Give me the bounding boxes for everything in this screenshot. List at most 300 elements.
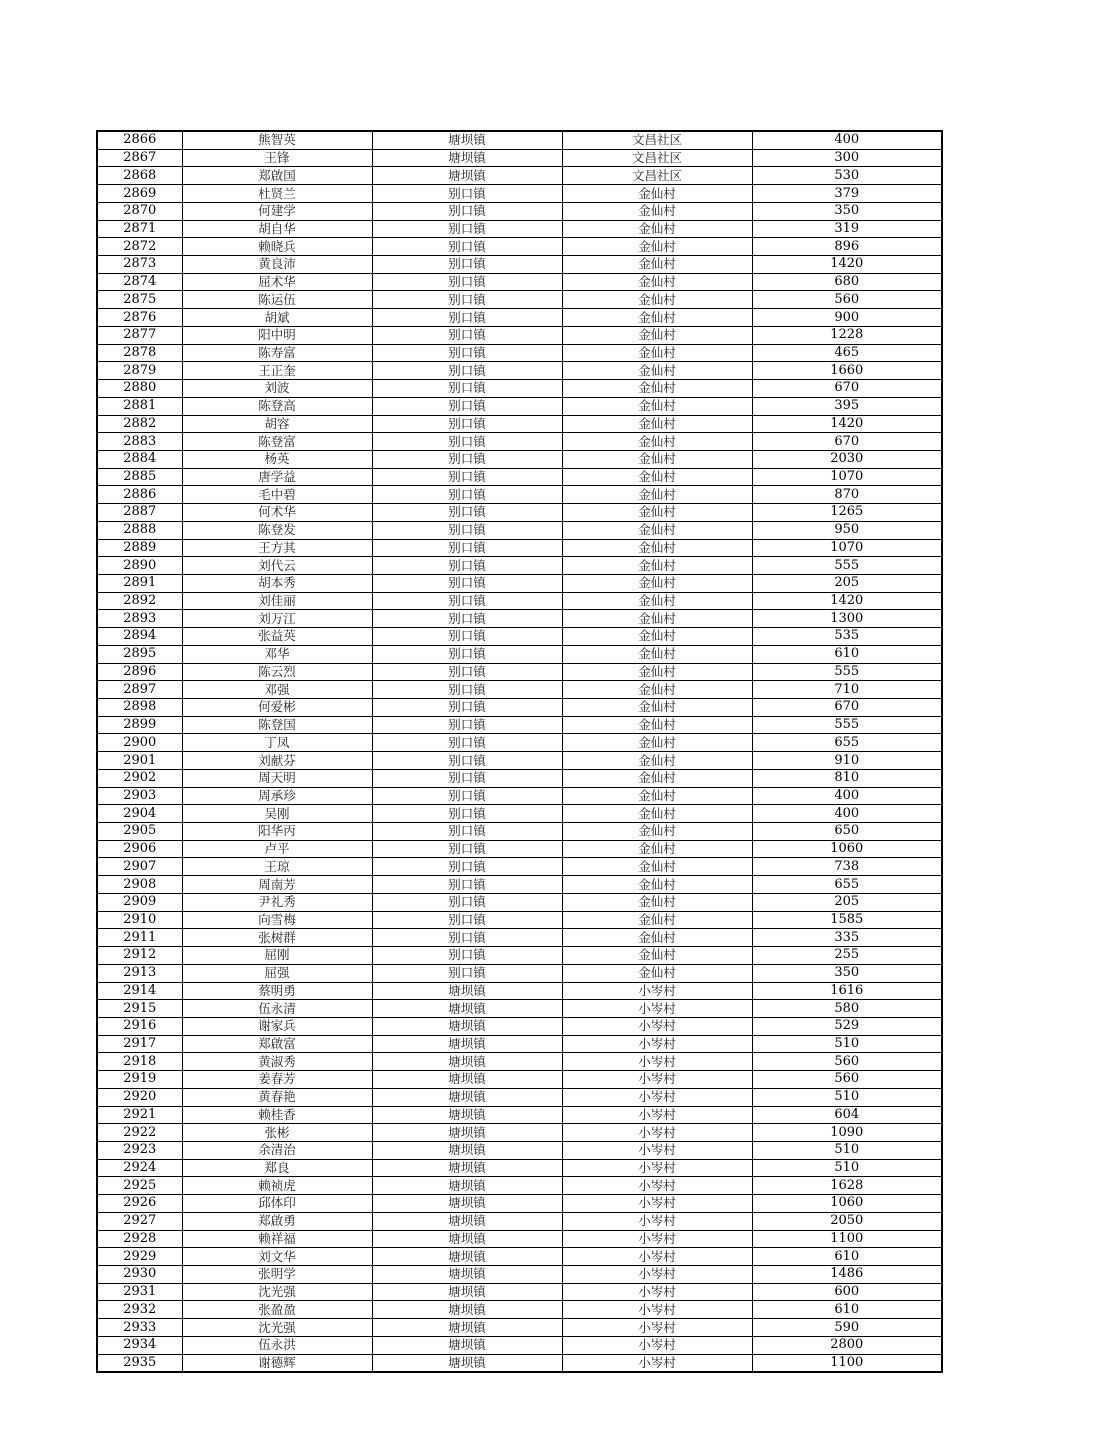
name-cell: 郑良: [182, 1159, 372, 1177]
town-cell: 塘坝镇: [372, 1336, 562, 1354]
row-number-cell: 2901: [97, 752, 182, 770]
table-row: [97, 131, 942, 149]
row-number-cell: 2879: [97, 362, 182, 380]
amount-cell: 1486: [752, 1266, 942, 1284]
amount-cell: 710: [752, 681, 942, 699]
amount-cell: 465: [752, 344, 942, 362]
village-cell: 金仙村: [562, 433, 752, 451]
table-row: [97, 1248, 942, 1266]
row-number-cell: 2886: [97, 486, 182, 504]
village-cell: 金仙村: [562, 291, 752, 309]
town-cell: 别口镇: [372, 805, 562, 823]
name-cell: 胡容: [182, 415, 372, 433]
name-cell: 刘献芬: [182, 752, 372, 770]
table-row: [97, 1177, 942, 1195]
town-cell: 别口镇: [372, 504, 562, 522]
row-number-cell: 2882: [97, 415, 182, 433]
table-row: [97, 149, 942, 167]
village-cell: 金仙村: [562, 504, 752, 522]
town-cell: 别口镇: [372, 681, 562, 699]
village-cell: 金仙村: [562, 752, 752, 770]
village-cell: 小岑村: [562, 1106, 752, 1124]
town-cell: 别口镇: [372, 344, 562, 362]
amount-cell: 1100: [752, 1354, 942, 1372]
name-cell: 邓华: [182, 645, 372, 663]
table-row: [97, 397, 942, 415]
table-row: [97, 734, 942, 752]
row-number-cell: 2932: [97, 1301, 182, 1319]
name-cell: 姜春芳: [182, 1071, 372, 1089]
name-cell: 蔡明勇: [182, 982, 372, 1000]
amount-cell: 560: [752, 1071, 942, 1089]
village-cell: 小岑村: [562, 1141, 752, 1159]
amount-cell: 1420: [752, 256, 942, 274]
town-cell: 塘坝镇: [372, 1177, 562, 1195]
town-cell: 别口镇: [372, 486, 562, 504]
name-cell: 陈运伍: [182, 291, 372, 309]
row-number-cell: 2903: [97, 787, 182, 805]
name-cell: 陈登发: [182, 521, 372, 539]
name-cell: 伍永清: [182, 1000, 372, 1018]
village-cell: 金仙村: [562, 681, 752, 699]
town-cell: 别口镇: [372, 539, 562, 557]
village-cell: 金仙村: [562, 574, 752, 592]
amount-cell: 1100: [752, 1230, 942, 1248]
village-cell: 小岑村: [562, 982, 752, 1000]
table-row: [97, 1141, 942, 1159]
amount-cell: 395: [752, 397, 942, 415]
table-row: [97, 716, 942, 734]
name-cell: 王方其: [182, 539, 372, 557]
amount-cell: 870: [752, 486, 942, 504]
town-cell: 别口镇: [372, 433, 562, 451]
name-cell: 陈登富: [182, 433, 372, 451]
village-cell: 金仙村: [562, 893, 752, 911]
town-cell: 塘坝镇: [372, 131, 562, 149]
village-cell: 金仙村: [562, 699, 752, 717]
row-number-cell: 2896: [97, 663, 182, 681]
name-cell: 周承珍: [182, 787, 372, 805]
name-cell: 伍永洪: [182, 1336, 372, 1354]
name-cell: 胡本秀: [182, 574, 372, 592]
amount-cell: 896: [752, 238, 942, 256]
row-number-cell: 2905: [97, 823, 182, 841]
town-cell: 塘坝镇: [372, 1088, 562, 1106]
town-cell: 别口镇: [372, 893, 562, 911]
row-number-cell: 2911: [97, 929, 182, 947]
table-row: [97, 787, 942, 805]
village-cell: 金仙村: [562, 858, 752, 876]
village-cell: 小岑村: [562, 1354, 752, 1372]
village-cell: 金仙村: [562, 521, 752, 539]
amount-cell: 555: [752, 716, 942, 734]
amount-cell: 1660: [752, 362, 942, 380]
table-row: [97, 858, 942, 876]
village-cell: 金仙村: [562, 557, 752, 575]
table-body: [97, 131, 942, 1372]
name-cell: 邱体印: [182, 1195, 372, 1213]
table-row: [97, 486, 942, 504]
table-row: [97, 645, 942, 663]
village-cell: 金仙村: [562, 663, 752, 681]
village-cell: 金仙村: [562, 309, 752, 327]
table-row: [97, 628, 942, 646]
table-row: [97, 823, 942, 841]
name-cell: 沈光强: [182, 1319, 372, 1337]
row-number-cell: 2894: [97, 628, 182, 646]
name-cell: 王琼: [182, 858, 372, 876]
amount-cell: 400: [752, 131, 942, 149]
row-number-cell: 2917: [97, 1035, 182, 1053]
village-cell: 金仙村: [562, 273, 752, 291]
table-row: [97, 1354, 942, 1372]
row-number-cell: 2869: [97, 185, 182, 203]
table-row: [97, 1336, 942, 1354]
town-cell: 塘坝镇: [372, 1283, 562, 1301]
name-cell: 阳华丙: [182, 823, 372, 841]
village-cell: 小岑村: [562, 1230, 752, 1248]
table-row: [97, 1035, 942, 1053]
table-row: [97, 1053, 942, 1071]
row-number-cell: 2922: [97, 1124, 182, 1142]
town-cell: 塘坝镇: [372, 1266, 562, 1284]
table-row: [97, 450, 942, 468]
row-number-cell: 2935: [97, 1354, 182, 1372]
town-cell: 别口镇: [372, 468, 562, 486]
row-number-cell: 2871: [97, 220, 182, 238]
town-cell: 别口镇: [372, 663, 562, 681]
amount-cell: 255: [752, 947, 942, 965]
row-number-cell: 2910: [97, 911, 182, 929]
table-row: [97, 1212, 942, 1230]
town-cell: 别口镇: [372, 256, 562, 274]
village-cell: 文昌社区: [562, 131, 752, 149]
row-number-cell: 2933: [97, 1319, 182, 1337]
town-cell: 塘坝镇: [372, 1035, 562, 1053]
row-number-cell: 2890: [97, 557, 182, 575]
name-cell: 阳中明: [182, 326, 372, 344]
village-cell: 金仙村: [562, 344, 752, 362]
row-number-cell: 2921: [97, 1106, 182, 1124]
name-cell: 张明学: [182, 1266, 372, 1284]
name-cell: 刘万江: [182, 610, 372, 628]
row-number-cell: 2892: [97, 592, 182, 610]
row-number-cell: 2913: [97, 964, 182, 982]
table-row: [97, 362, 942, 380]
amount-cell: 335: [752, 929, 942, 947]
amount-cell: 1070: [752, 539, 942, 557]
village-cell: 金仙村: [562, 734, 752, 752]
name-cell: 刘代云: [182, 557, 372, 575]
village-cell: 文昌社区: [562, 167, 752, 185]
amount-cell: 560: [752, 291, 942, 309]
village-cell: 小岑村: [562, 1017, 752, 1035]
table-row: [97, 539, 942, 557]
name-cell: 余清治: [182, 1141, 372, 1159]
table-row: [97, 1301, 942, 1319]
row-number-cell: 2867: [97, 149, 182, 167]
name-cell: 张树群: [182, 929, 372, 947]
table-row: [97, 256, 942, 274]
table-row: [97, 557, 942, 575]
name-cell: 郑啟富: [182, 1035, 372, 1053]
name-cell: 张盈盈: [182, 1301, 372, 1319]
name-cell: 张益英: [182, 628, 372, 646]
village-cell: 小岑村: [562, 1195, 752, 1213]
row-number-cell: 2929: [97, 1248, 182, 1266]
village-cell: 金仙村: [562, 876, 752, 894]
village-cell: 金仙村: [562, 769, 752, 787]
name-cell: 丁凤: [182, 734, 372, 752]
name-cell: 张彬: [182, 1124, 372, 1142]
town-cell: 塘坝镇: [372, 1301, 562, 1319]
row-number-cell: 2912: [97, 947, 182, 965]
row-number-cell: 2877: [97, 326, 182, 344]
town-cell: 塘坝镇: [372, 1195, 562, 1213]
table-row: [97, 344, 942, 362]
amount-cell: 655: [752, 734, 942, 752]
town-cell: 别口镇: [372, 964, 562, 982]
row-number-cell: 2893: [97, 610, 182, 628]
town-cell: 塘坝镇: [372, 1124, 562, 1142]
table-row: [97, 947, 942, 965]
town-cell: 别口镇: [372, 858, 562, 876]
name-cell: 赖祥福: [182, 1230, 372, 1248]
amount-cell: 670: [752, 380, 942, 398]
town-cell: 塘坝镇: [372, 1212, 562, 1230]
amount-cell: 510: [752, 1141, 942, 1159]
name-cell: 黄良沛: [182, 256, 372, 274]
town-cell: 别口镇: [372, 362, 562, 380]
table-row: [97, 167, 942, 185]
row-number-cell: 2885: [97, 468, 182, 486]
town-cell: 别口镇: [372, 574, 562, 592]
town-cell: 塘坝镇: [372, 1017, 562, 1035]
row-number-cell: 2934: [97, 1336, 182, 1354]
village-cell: 金仙村: [562, 823, 752, 841]
name-cell: 谢家兵: [182, 1017, 372, 1035]
row-number-cell: 2926: [97, 1195, 182, 1213]
village-cell: 金仙村: [562, 805, 752, 823]
row-number-cell: 2889: [97, 539, 182, 557]
name-cell: 卢平: [182, 840, 372, 858]
amount-cell: 2800: [752, 1336, 942, 1354]
table-row: [97, 273, 942, 291]
row-number-cell: 2928: [97, 1230, 182, 1248]
row-number-cell: 2907: [97, 858, 182, 876]
table-row: [97, 202, 942, 220]
table-row: [97, 1071, 942, 1089]
table-row: [97, 291, 942, 309]
table-row: [97, 610, 942, 628]
town-cell: 别口镇: [372, 823, 562, 841]
town-cell: 别口镇: [372, 734, 562, 752]
town-cell: 别口镇: [372, 291, 562, 309]
town-cell: 别口镇: [372, 628, 562, 646]
row-number-cell: 2904: [97, 805, 182, 823]
village-cell: 小岑村: [562, 1159, 752, 1177]
row-number-cell: 2888: [97, 521, 182, 539]
row-number-cell: 2875: [97, 291, 182, 309]
town-cell: 别口镇: [372, 645, 562, 663]
amount-cell: 910: [752, 752, 942, 770]
table-row: [97, 326, 942, 344]
amount-cell: 1420: [752, 415, 942, 433]
amount-cell: 555: [752, 663, 942, 681]
amount-cell: 2050: [752, 1212, 942, 1230]
name-cell: 王正奎: [182, 362, 372, 380]
table-row: [97, 185, 942, 203]
row-number-cell: 2900: [97, 734, 182, 752]
town-cell: 别口镇: [372, 273, 562, 291]
amount-cell: 604: [752, 1106, 942, 1124]
town-cell: 别口镇: [372, 752, 562, 770]
amount-cell: 379: [752, 185, 942, 203]
name-cell: 陈云烈: [182, 663, 372, 681]
table-row: [97, 521, 942, 539]
name-cell: 陈登高: [182, 397, 372, 415]
row-number-cell: 2884: [97, 450, 182, 468]
village-cell: 金仙村: [562, 185, 752, 203]
amount-cell: 2030: [752, 450, 942, 468]
town-cell: 别口镇: [372, 947, 562, 965]
table-row: [97, 504, 942, 522]
village-cell: 小岑村: [562, 1053, 752, 1071]
name-cell: 唐学益: [182, 468, 372, 486]
row-number-cell: 2873: [97, 256, 182, 274]
table-row: [97, 876, 942, 894]
name-cell: 胡自华: [182, 220, 372, 238]
village-cell: 金仙村: [562, 911, 752, 929]
row-number-cell: 2920: [97, 1088, 182, 1106]
row-number-cell: 2925: [97, 1177, 182, 1195]
village-cell: 金仙村: [562, 929, 752, 947]
table-row: [97, 238, 942, 256]
village-cell: 小岑村: [562, 1088, 752, 1106]
town-cell: 别口镇: [372, 769, 562, 787]
name-cell: 沈光强: [182, 1283, 372, 1301]
village-cell: 金仙村: [562, 645, 752, 663]
amount-cell: 610: [752, 645, 942, 663]
village-cell: 金仙村: [562, 415, 752, 433]
town-cell: 别口镇: [372, 787, 562, 805]
amount-cell: 950: [752, 521, 942, 539]
row-number-cell: 2866: [97, 131, 182, 149]
town-cell: 塘坝镇: [372, 1000, 562, 1018]
name-cell: 王锋: [182, 149, 372, 167]
table-row: [97, 1266, 942, 1284]
table-row: [97, 982, 942, 1000]
amount-cell: 1090: [752, 1124, 942, 1142]
row-number-cell: 2927: [97, 1212, 182, 1230]
village-cell: 金仙村: [562, 840, 752, 858]
village-cell: 金仙村: [562, 468, 752, 486]
village-cell: 金仙村: [562, 947, 752, 965]
amount-cell: 1585: [752, 911, 942, 929]
row-number-cell: 2915: [97, 1000, 182, 1018]
name-cell: 屈强: [182, 964, 372, 982]
amount-cell: 580: [752, 1000, 942, 1018]
town-cell: 别口镇: [372, 309, 562, 327]
table-row: [97, 574, 942, 592]
name-cell: 屈术华: [182, 273, 372, 291]
amount-cell: 350: [752, 202, 942, 220]
row-number-cell: 2868: [97, 167, 182, 185]
amount-cell: 560: [752, 1053, 942, 1071]
village-cell: 小岑村: [562, 1319, 752, 1337]
row-number-cell: 2916: [97, 1017, 182, 1035]
amount-cell: 529: [752, 1017, 942, 1035]
name-cell: 黄淑秀: [182, 1053, 372, 1071]
name-cell: 赖桂香: [182, 1106, 372, 1124]
amount-cell: 680: [752, 273, 942, 291]
table-row: [97, 964, 942, 982]
village-cell: 金仙村: [562, 716, 752, 734]
amount-cell: 738: [752, 858, 942, 876]
town-cell: 塘坝镇: [372, 1230, 562, 1248]
town-cell: 别口镇: [372, 238, 562, 256]
village-cell: 金仙村: [562, 220, 752, 238]
table-row: [97, 752, 942, 770]
amount-cell: 510: [752, 1159, 942, 1177]
data-table: [96, 130, 943, 1373]
name-cell: 向雪梅: [182, 911, 372, 929]
amount-cell: 900: [752, 309, 942, 327]
table-row: [97, 1230, 942, 1248]
name-cell: 刘佳丽: [182, 592, 372, 610]
town-cell: 别口镇: [372, 592, 562, 610]
amount-cell: 1265: [752, 504, 942, 522]
row-number-cell: 2887: [97, 504, 182, 522]
name-cell: 邓强: [182, 681, 372, 699]
village-cell: 金仙村: [562, 628, 752, 646]
town-cell: 别口镇: [372, 415, 562, 433]
table-row: [97, 893, 942, 911]
amount-cell: 610: [752, 1301, 942, 1319]
village-cell: 小岑村: [562, 1124, 752, 1142]
village-cell: 金仙村: [562, 486, 752, 504]
table-row: [97, 1017, 942, 1035]
name-cell: 杨英: [182, 450, 372, 468]
village-cell: 文昌社区: [562, 149, 752, 167]
village-cell: 金仙村: [562, 362, 752, 380]
row-number-cell: 2898: [97, 699, 182, 717]
village-cell: 金仙村: [562, 256, 752, 274]
row-number-cell: 2881: [97, 397, 182, 415]
table-row: [97, 699, 942, 717]
row-number-cell: 2919: [97, 1071, 182, 1089]
village-cell: 金仙村: [562, 787, 752, 805]
name-cell: 周南芳: [182, 876, 372, 894]
table-row: [97, 1106, 942, 1124]
amount-cell: 1420: [752, 592, 942, 610]
amount-cell: 600: [752, 1283, 942, 1301]
name-cell: 尹礼秀: [182, 893, 372, 911]
row-number-cell: 2870: [97, 202, 182, 220]
village-cell: 小岑村: [562, 1301, 752, 1319]
town-cell: 别口镇: [372, 220, 562, 238]
row-number-cell: 2908: [97, 876, 182, 894]
town-cell: 别口镇: [372, 397, 562, 415]
table-row: [97, 769, 942, 787]
amount-cell: 610: [752, 1248, 942, 1266]
town-cell: 别口镇: [372, 185, 562, 203]
amount-cell: 510: [752, 1035, 942, 1053]
name-cell: 何爱彬: [182, 699, 372, 717]
amount-cell: 400: [752, 787, 942, 805]
row-number-cell: 2923: [97, 1141, 182, 1159]
town-cell: 塘坝镇: [372, 1053, 562, 1071]
